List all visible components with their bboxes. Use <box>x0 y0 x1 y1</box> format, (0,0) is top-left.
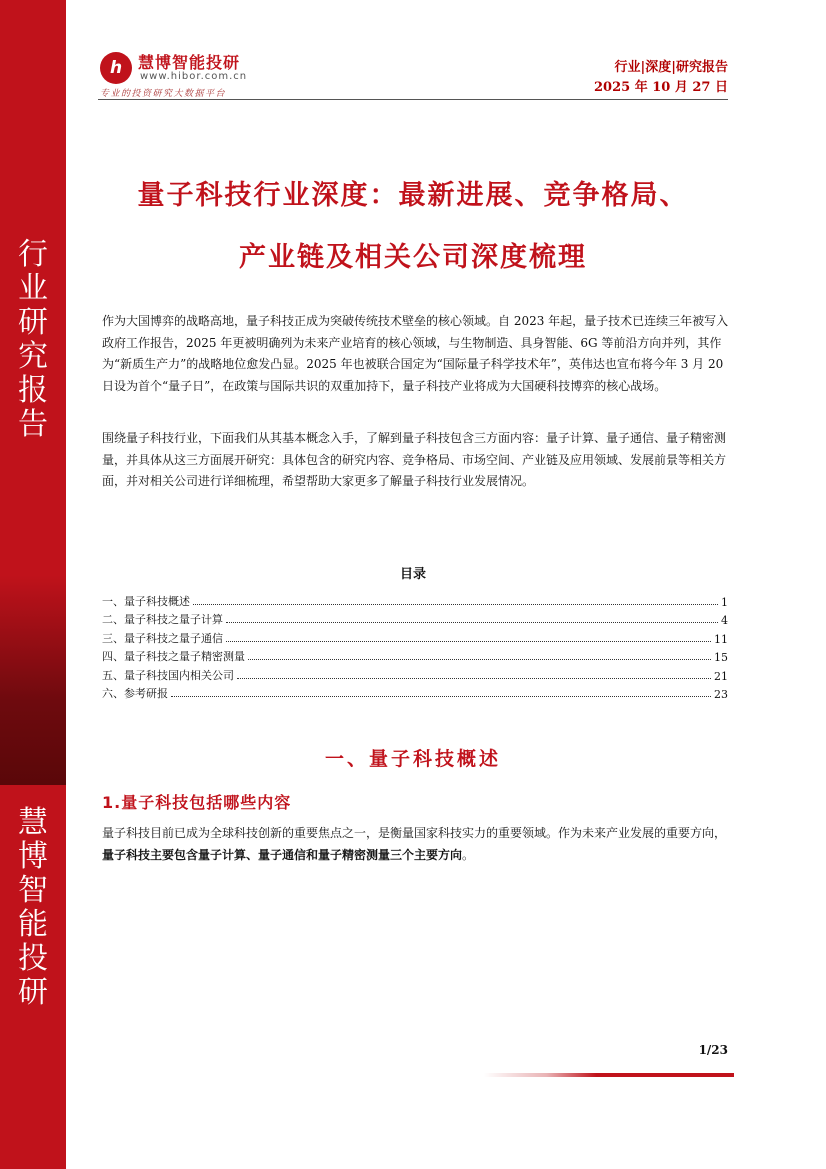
logo-icon: h <box>100 52 132 84</box>
logo[interactable] <box>100 50 300 100</box>
report-title-line1: 量子科技行业深度：最新进展、竞争格局、 <box>137 180 689 211</box>
sub-heading: 1.量子科技包括哪些内容 <box>102 793 292 812</box>
section-text-end: 。 <box>462 847 475 862</box>
toc-leader <box>248 659 711 660</box>
toc-item-page: 15 <box>714 651 728 664</box>
report-title-line2: 产业链及相关公司深度梳理 <box>239 242 587 273</box>
section-text-plain: 量子科技目前已成为全球科技创新的重要焦点之一，是衡量国家科技实力的重要领域。作为未来产业发展的重要方向， <box>102 826 727 840</box>
header-date: 2025 年 10 月 27 日 <box>594 80 728 95</box>
header-divider <box>98 99 728 100</box>
toc-item-page: 21 <box>714 669 728 683</box>
toc-item[interactable] <box>102 590 728 609</box>
intro-paragraph-1: 作为大国博弈的战略高地，量子科技正成为突破传统技术壁垒的核心领域。自 2023 年起，量子技术已连续三年被写入政府工作报告，2025 年更被明确列为未来产业培育的核心领域，与生物制造、具身智能、6G 等前沿方向并列，其作为“新质生产力”的战略地位愈发凸显。2025 年也被联合国定为“国际量子科学技术年”，英伟达也宣布将今年 3 月 20 日设为首个“量子日”，在政策与国际共识的双重加持下，量子科技产业将成为大国硬科技博弈的核心战场。 <box>102 314 729 393</box>
report-title <box>98 165 728 289</box>
toc-item-page: 11 <box>714 632 728 646</box>
toc-item-label: 一、量子科技概述 <box>102 594 190 608</box>
toc-item[interactable] <box>102 609 728 628</box>
header-meta <box>594 58 728 98</box>
toc-item[interactable] <box>102 627 728 646</box>
section-paragraph <box>102 823 732 866</box>
toc-leader <box>171 696 711 697</box>
sidebar-bottom-text: 慧博智能投研 <box>18 805 48 1010</box>
intro-paragraph-2: 围绕量子科技行业，下面我们从其基本概念入手，了解到量子科技包含三方面内容：量子计算、量子通信、量子精密测量，并具体从这三方面展开研究：具体包含的研究内容、竞争格局、市场空间、产业链及应用领域、发展前景等相关方面，并对相关公司进行详细梳理，希望帮助大家更多了解量子科技行业发展情况。 <box>102 431 727 488</box>
toc-leader <box>193 604 718 605</box>
logo-name: 慧博智能投研 <box>138 53 241 72</box>
header-category: 行业|深度|研究报告 <box>614 60 728 75</box>
section-text-bold: 量子科技主要包含量子计算、量子通信和量子精密测量三个主要方向 <box>102 847 463 862</box>
logo-slogan: 专业的投资研究大数据平台 <box>100 89 227 99</box>
toc-item[interactable] <box>102 664 728 683</box>
toc-item-label: 二、量子科技之量子计算 <box>102 613 223 626</box>
toc-leader <box>226 622 718 623</box>
toc-item-label: 六、参考研报 <box>102 687 168 700</box>
toc-leader <box>237 678 711 679</box>
logo-url: www.hibor.com.cn <box>140 71 248 82</box>
toc-item-label: 三、量子科技之量子通信 <box>102 631 223 645</box>
toc-item-label: 四、量子科技之量子精密测量 <box>102 650 245 663</box>
toc-item[interactable] <box>102 683 728 702</box>
toc-item[interactable] <box>102 646 728 665</box>
toc-leader <box>226 641 711 642</box>
table-of-contents <box>102 590 728 701</box>
toc-item-label: 五、量子科技国内相关公司 <box>102 668 234 682</box>
sidebar-top-text: 行业研究报告 <box>18 237 48 442</box>
toc-item-page: 4 <box>721 614 728 627</box>
page-number: 1/23 <box>698 1043 728 1057</box>
section-heading: 一、量子科技概述 <box>324 748 501 770</box>
sidebar-dark-band <box>0 575 66 785</box>
footer-divider <box>484 1073 734 1077</box>
toc-title: 目录 <box>399 567 426 582</box>
toc-item-page: 23 <box>714 688 728 701</box>
toc-item-page: 1 <box>721 595 728 609</box>
sidebar <box>0 0 66 1169</box>
